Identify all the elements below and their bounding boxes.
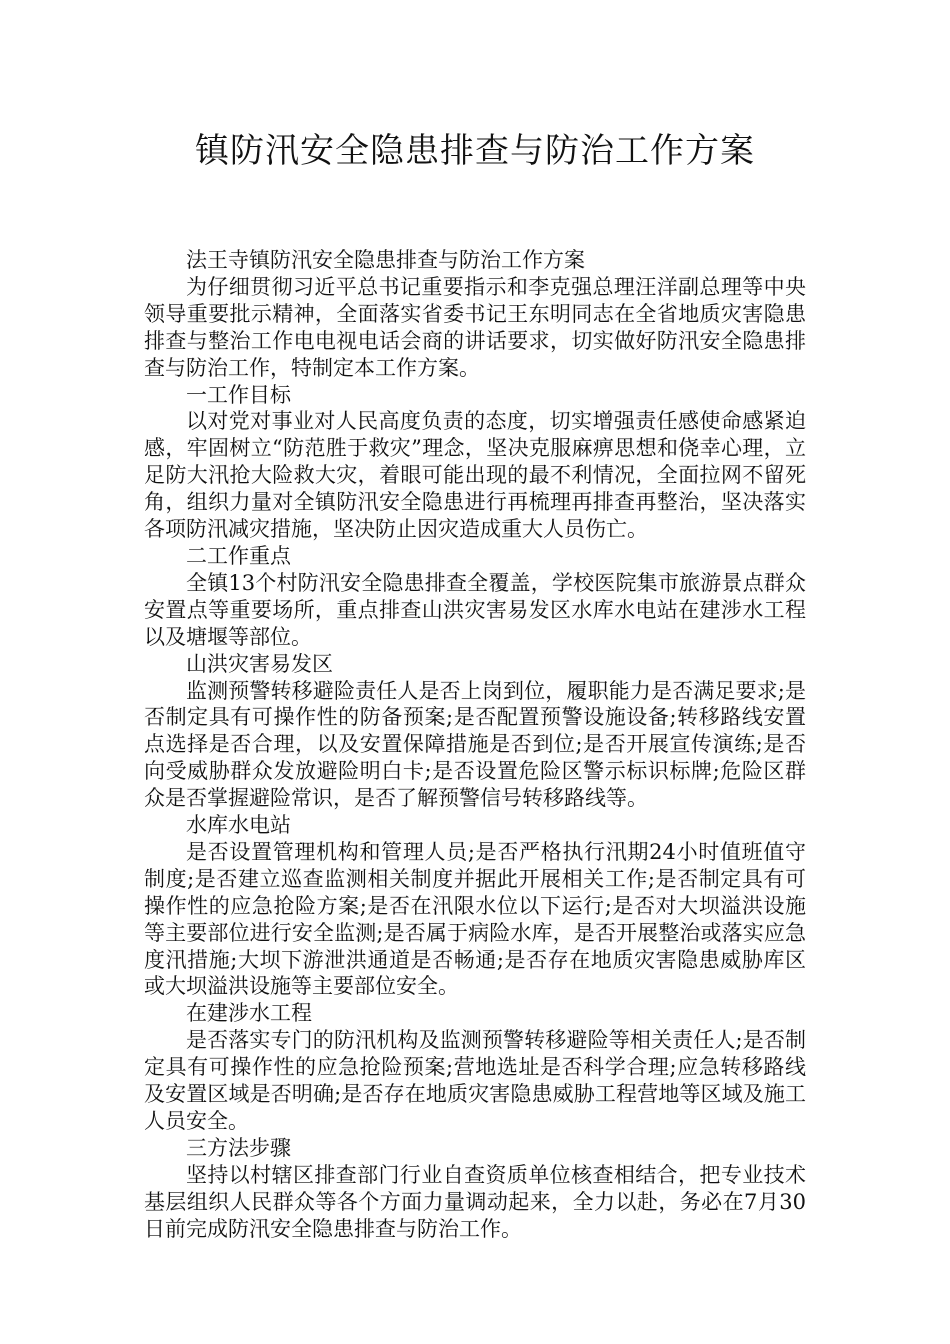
methods-paragraph: 坚持以村辖区排查部门行业自查资质单位核查相结合，把专业技术基层组织人民群众等各个方面力量调动起来，全力以赴，务必在7月30日前完成防汛安全隐患排查与防治工作。 — [144, 1162, 806, 1241]
focus-paragraph: 全镇13个村防汛安全隐患排查全覆盖，学校医院集市旅游景点群众安置点等重要场所，重点排查山洪灾害易发区水库水电站在建涉水工程以及塘堰等部位。 — [144, 570, 806, 649]
water-projects-paragraph: 是否落实专门的防汛机构及监测预警转移避险等相关责任人;是否制定具有可操作性的应急抢险预案;营地选址是否科学合理;应急转移路线及安置区域是否明确;是否存在地质灾害隐患威胁工程营地等区域及施工人员安全。 — [144, 1028, 806, 1133]
goals-paragraph: 以对党对事业对人民高度负责的态度，切实增强责任感使命感紧迫感，牢固树立“防范胜于救灾”理念，坚决克服麻痹思想和侥幸心理，立足防大汛抢大险救大灾，着眼可能出现的最不利情况，全面拉网不留死角，组织力量对全镇防汛安全隐患进行再梳理再排查再整治，坚决落实各项防汛减灾措施，坚决防止因灾造成重大人员伤亡。 — [144, 409, 806, 542]
document-title: 镇防汛安全隐患排查与防治工作方案 — [195, 131, 755, 171]
document-body — [144, 247, 806, 1243]
subheading-water-projects: 在建涉水工程 — [186, 1001, 312, 1026]
flash-flood-paragraph: 监测预警转移避险责任人是否上岗到位，履职能力是否满足要求;是否制定具有可操作性的防备预案;是否配置预警设施设备;转移路线安置点选择是否合理，以及安置保障措施是否到位;是否开展宣传演练;是否向受威胁群众发放避险明白卡;是否设置危险区警示标识标牌;危险区群众是否掌握避险常识，是否了解预警信号转移路线等。 — [144, 678, 806, 811]
plan-heading: 法王寺镇防汛安全隐患排查与防治工作方案 — [186, 248, 585, 272]
intro-paragraph: 为仔细贯彻习近平总书记重要指示和李克强总理汪洋副总理等中央领导重要批示精神，全面落实省委书记王东明同志在全省地质灾害隐患排查与整治工作电电视电话会商的讲话要求，切实做好防汛安全隐患排查与防治工作，特制定本工作方案。 — [144, 274, 806, 380]
section-heading-goals: 一工作目标 — [186, 382, 291, 407]
subheading-flash-flood-areas: 山洪灾害易发区 — [186, 651, 333, 676]
subheading-reservoirs: 水库水电站 — [186, 813, 291, 838]
reservoirs-paragraph: 是否设置管理机构和管理人员;是否严格执行汛期24小时值班值守制度;是否建立巡查监测相关制度并据此开展相关工作;是否制定具有可操作性的应急抢险方案;是否在汛限水位以下运行;是否对大坝溢洪设施等主要部位进行安全监测;是否属于病险水库，是否开展整治或落实应急度汛措施;大坝下游泄洪通道是否畅通;是否存在地质灾害隐患威胁库区或大坝溢洪设施等主要部位安全。 — [144, 839, 806, 999]
section-heading-focus: 二工作重点 — [186, 543, 291, 568]
section-heading-methods: 三方法步骤 — [186, 1135, 291, 1160]
